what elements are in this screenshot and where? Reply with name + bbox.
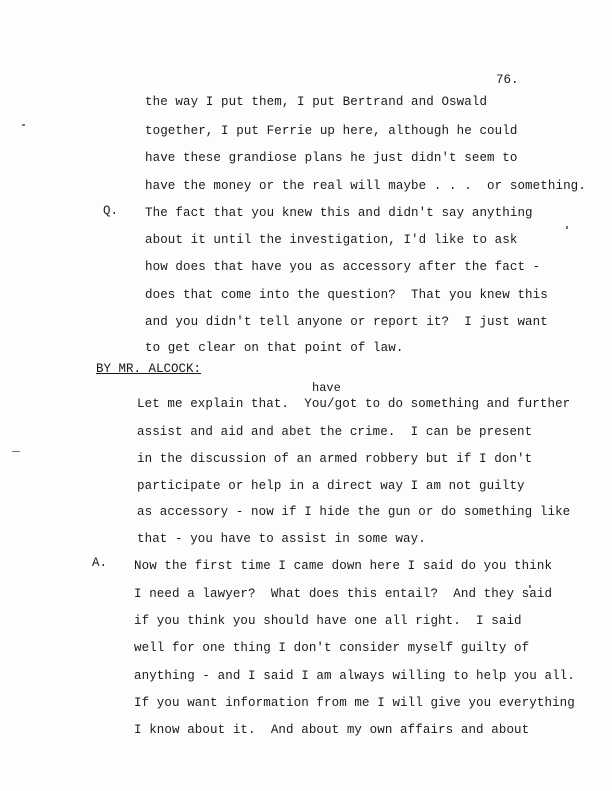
text-line: If you want information from me I will give you everything [134,696,575,710]
text-line: and you didn't tell anyone or report it? I just want [145,315,548,329]
scan-mark [12,451,20,452]
text-line: as accessory - now if I hide the gun or do something like [137,505,571,519]
text-line: that - you have to assist in some way. [137,532,426,546]
question-marker: Q. [103,204,119,218]
text-line: participate or help in a direct way I am not guilty [137,479,525,493]
text-line: I need a lawyer? What does this entail? And they said [134,587,553,601]
text-line: I know about it. And about my own affairs and about [134,723,530,737]
text-line: to get clear on that point of law. [145,341,404,355]
text-line: Now the first time I came down here I said do you think [134,559,553,573]
text-line: how does that have you as accessory after the fact - [145,260,541,274]
answer-marker: A. [92,556,108,570]
inserted-word: have [312,381,341,395]
text-line: about it until the investigation, I'd like to ask [145,233,518,247]
text-line: the way I put them, I put Bertrand and Oswald [145,95,488,109]
text-line: have these grandiose plans he just didn't seem to [145,151,518,165]
text-line: if you think you should have one all right. I said [134,614,522,628]
text-line: The fact that you knew this and didn't say anything [145,206,533,220]
speaker-heading: BY MR. ALCOCK: [96,362,202,376]
page-number: 76. [496,73,519,87]
text-line: in the discussion of an armed robbery but if I don't [137,452,533,466]
scan-mark [566,226,568,229]
text-line: anything - and I said I am always willing to help you all. [134,669,575,683]
scan-mark [22,124,25,126]
text-line: have the money or the real will maybe . . . or something. [145,179,586,193]
text-line: together, I put Ferrie up here, although he could [145,124,518,138]
text-line: well for one thing I don't consider myself guilty of [134,641,530,655]
text-line: Let me explain that. You/got to do something and further [137,397,571,411]
text-line: assist and aid and abet the crime. I can be present [137,425,533,439]
text-line: does that come into the question? That you knew this [145,288,548,302]
